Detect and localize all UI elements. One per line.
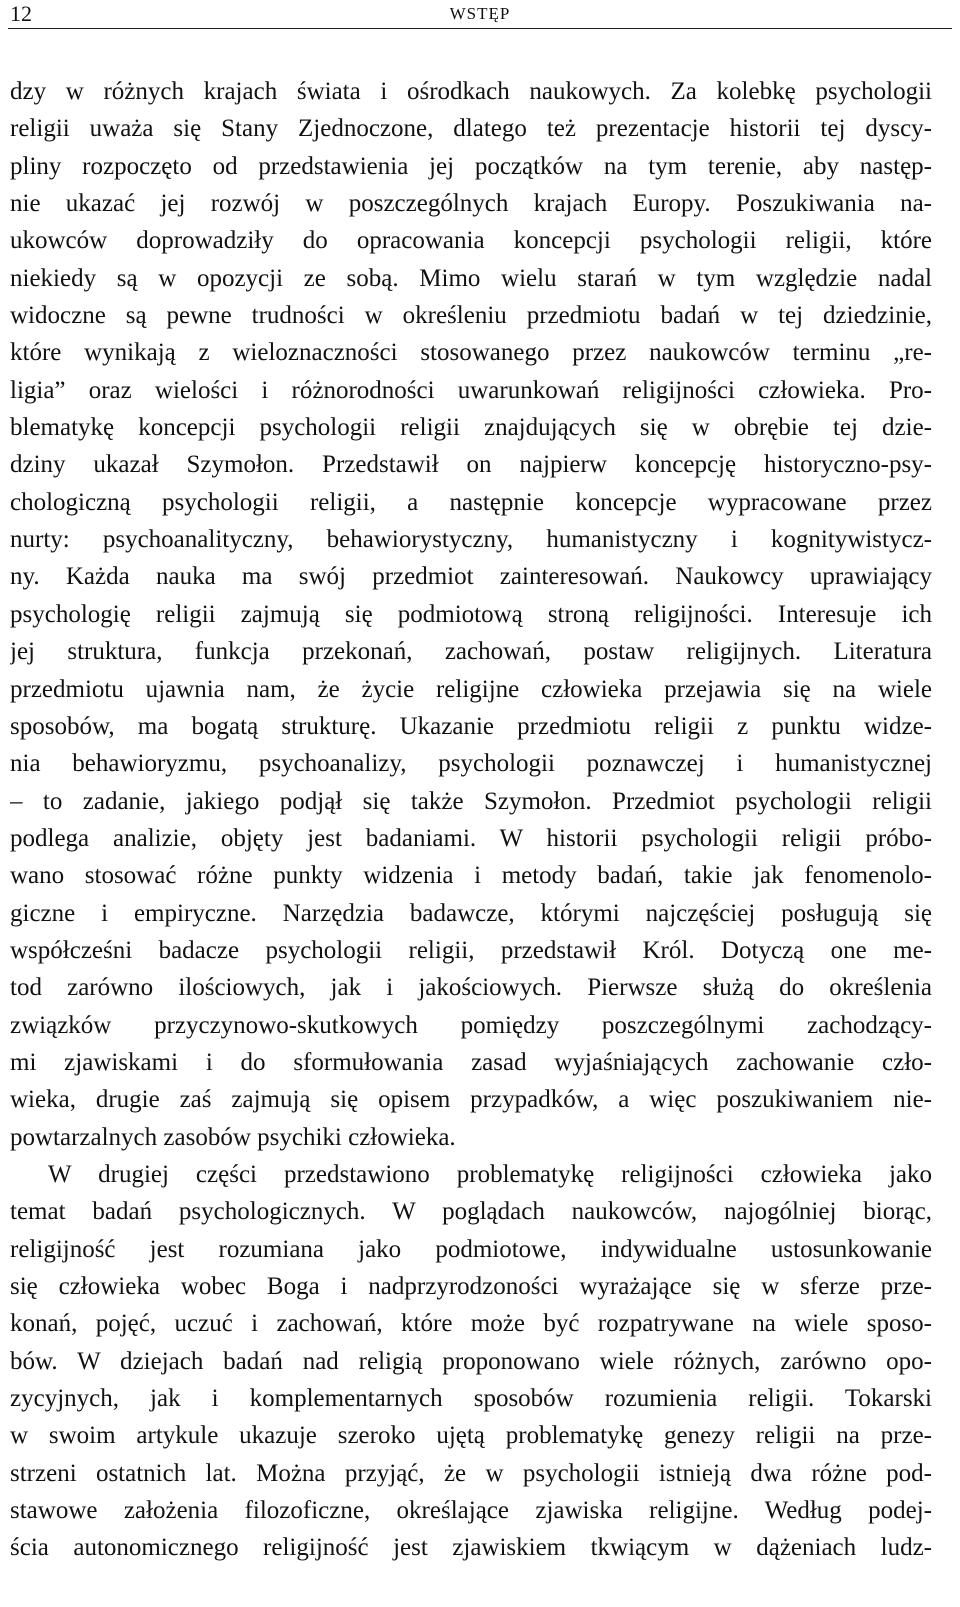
running-head xyxy=(8,0,952,29)
text-line: podlega analizie, objęty jest badaniami. W historii psychologii religii próbo- xyxy=(10,824,932,852)
text-line: religijność jest rozumiana jako podmiotowe, indywidualne ustosunkowanie xyxy=(10,1235,932,1263)
text-line: mi zjawiskami i do sformułowania zasad wyjaśniających zachowanie czło- xyxy=(10,1048,932,1076)
text-line: nie ukazać jej rozwój w poszczególnych krajach Europy. Poszukiwania na- xyxy=(10,190,932,218)
text-line: bów. W dziejach badań nad religią proponowano wiele różnych, zarówno opo- xyxy=(10,1347,932,1375)
text-line: temat badań psychologicznych. W poglądach naukowców, najogólniej biorąc, xyxy=(10,1198,932,1226)
text-line: które wynikają z wieloznaczności stosowanego przez naukowców terminu „re- xyxy=(10,339,932,367)
page-number: 12 xyxy=(10,1,32,26)
text-line: giczne i empiryczne. Narzędzia badawcze, którymi najczęściej posługują się xyxy=(10,899,932,927)
text-line: – to zadanie, jakiego podjął się także Szymołon. Przedmiot psychologii religii xyxy=(10,787,932,815)
text-line: sposobów, ma bogatą strukturę. Ukazanie przedmiotu religii z punktu widze- xyxy=(10,712,932,740)
text-line: się człowieka wobec Boga i nadprzyrodzoności wyrażające się w sferze prze- xyxy=(10,1273,932,1300)
text-line: dziny ukazał Szymołon. Przedstawił on najpierw koncepcję historyczno-psy- xyxy=(10,451,932,479)
text-line: zycyjnych, jak i komplementarnych sposobów rozumienia religii. Tokarski xyxy=(10,1385,932,1413)
text-line: wieka, drugie zaś zajmują się opisem przypadków, a więc poszukiwaniem nie- xyxy=(10,1086,932,1114)
text-line: wano stosować różne punkty widzenia i metody badań, takie jak fenomenolo- xyxy=(10,862,932,890)
body-text xyxy=(10,73,932,1567)
text-line: stawowe założenia filozoficzne, określające zjawiska religijne. Według podej- xyxy=(10,1497,932,1525)
text-line: ny. Każda nauka ma swój przedmiot zainteresowań. Naukowcy uprawiający xyxy=(10,563,932,591)
text-line: przedmiotu ujawnia nam, że życie religijne człowieka przejawia się na wiele xyxy=(10,675,932,703)
text-line: religii uważa się Stany Zjednoczone, dlatego też prezentacje historii tej dyscy- xyxy=(10,115,932,143)
text-line: chologiczną psychologii religii, a następnie koncepcje wypracowane przez xyxy=(10,488,932,516)
text-line: widoczne są pewne trudności w określeniu przedmiotu badań w tej dziedzinie, xyxy=(10,302,932,330)
text-line: dzy w różnych krajach świata i ośrodkach naukowych. Za kolebkę psychologii xyxy=(10,78,932,105)
text-line: nia behawioryzmu, psychoanalizy, psychologii poznawczej i humanistycznej xyxy=(10,750,932,778)
text-line: konań, pojęć, uczuć i zachowań, które może być rozpatrywane na wiele sposo- xyxy=(10,1310,932,1338)
text-line: powtarzalnych zasobów psychiki człowieka. xyxy=(10,1123,456,1151)
text-line: współcześni badacze psychologii religii, przedstawił Król. Dotyczą one me- xyxy=(10,936,932,964)
text-line: jej struktura, funkcja przekonań, zachowań, postaw religijnych. Literatura xyxy=(10,638,932,666)
text-line: psychologię religii zajmują się podmiotową stroną religijności. Interesuje ich xyxy=(10,600,932,628)
text-line: strzeni ostatnich lat. Można przyjąć, że w psychologii istnieją dwa różne pod- xyxy=(10,1459,932,1487)
text-line: związków przyczynowo-skutkowych pomiędzy poszczególnymi zachodzący- xyxy=(10,1011,932,1039)
text-line: nurty: psychoanalityczny, behawiorystyczny, humanistyczny i kognitywistycz- xyxy=(10,526,932,554)
text-line: ligia” oraz wielości i różnorodności uwarunkowań religijności człowieka. Pro- xyxy=(10,376,932,404)
text-line: W drugiej części przedstawiono problematykę religijności człowieka jako xyxy=(48,1160,932,1188)
text-line: niekiedy są w opozycji ze sobą. Mimo wielu starań w tym względzie nadal xyxy=(10,264,932,292)
text-line: tod zarówno ilościowych, jak i jakościowych. Pierwsze służą do określenia xyxy=(10,974,932,1002)
text-line: w swoim artykule ukazuje szeroko ujętą problematykę genezy religii na prze- xyxy=(10,1422,932,1450)
text-line: ścia autonomicznego religijność jest zjawiskiem tkwiącym w dążeniach ludz- xyxy=(10,1534,932,1562)
text-line: ukowców doprowadziły do opracowania koncepcji psychologii religii, które xyxy=(10,227,932,255)
section-title: WSTĘP xyxy=(449,4,511,23)
text-line: blematykę koncepcji psychologii religii znajdujących się w obrębie tej dzie- xyxy=(10,414,932,442)
text-line: pliny rozpoczęto od przedstawienia jej początków na tym terenie, aby następ- xyxy=(10,152,932,180)
